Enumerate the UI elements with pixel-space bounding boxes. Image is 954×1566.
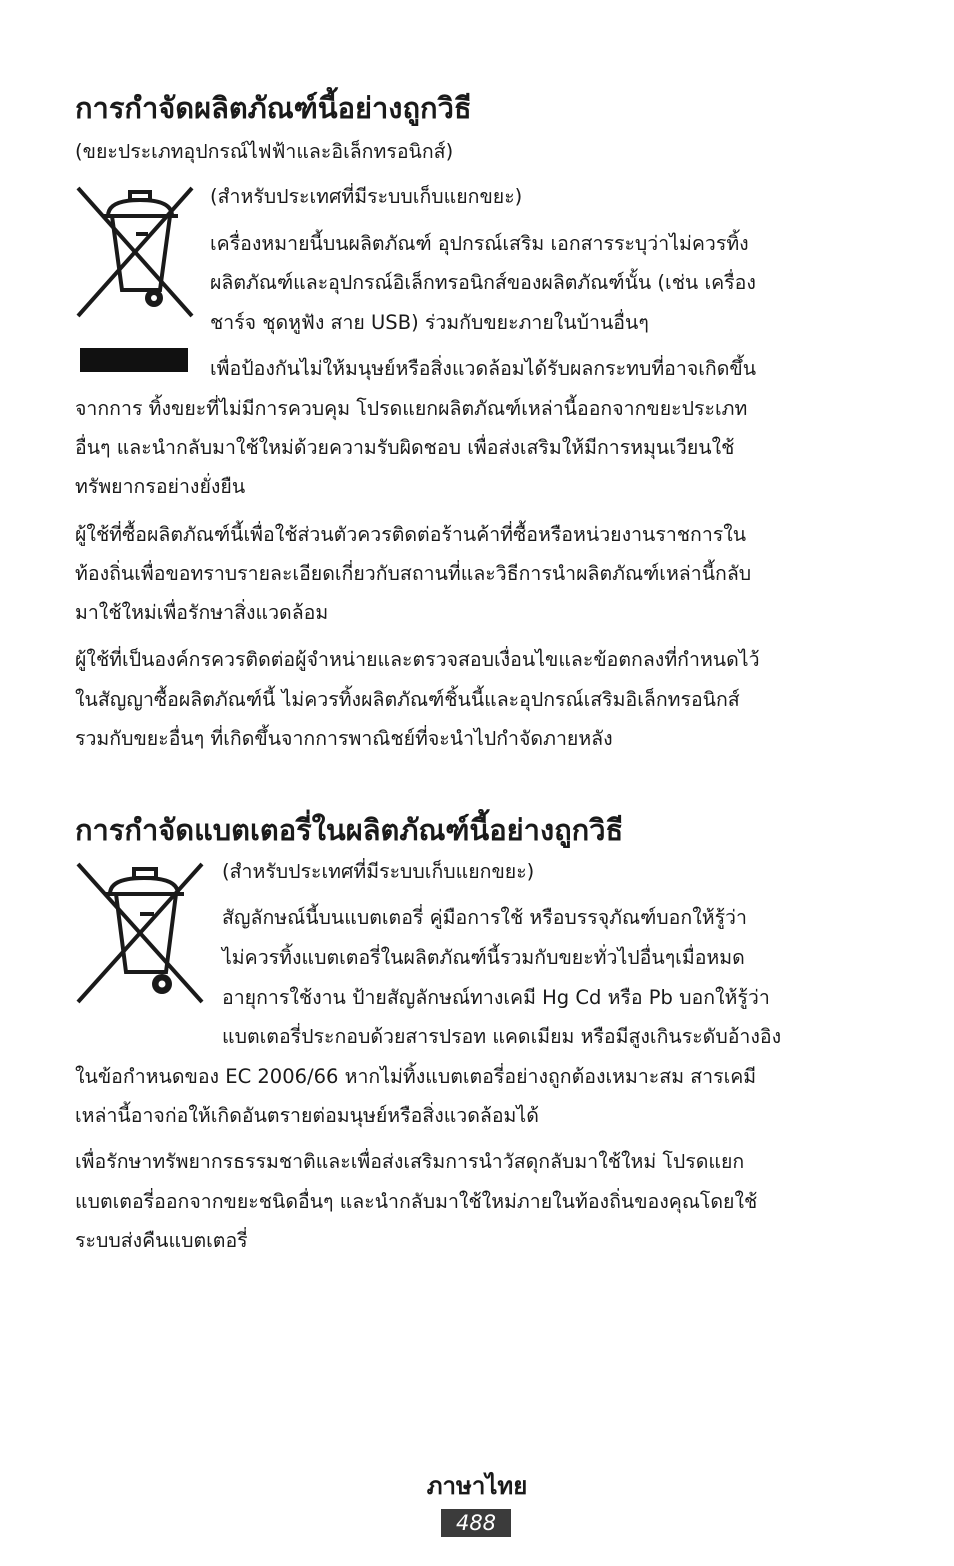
section1-line: ท้องถิ่นเพื่อขอทราบรายละเอียดเกี่ยวกับสถานที่และวิธีการนำผลิตภัณฑ์เหล่านี้กลับ <box>75 562 752 585</box>
section2-line: เพื่อรักษาทรัพยากรธรรมชาติและเพื่อส่งเสริมการนำวัสดุกลับมาใช้ใหม่ โปรดแยก <box>75 1150 745 1173</box>
section2-line: ในข้อกำหนดของ EC 2006/66 หากไม่ทิ้งแบตเตอรี่อย่างถูกต้องเหมาะสม สารเคมี <box>75 1065 757 1088</box>
section2-line: ไม่ควรทิ้งแบตเตอรี่ในผลิตภัณฑ์นี้รวมกับขยะทั่วไปอื่นๆเมื่อหมด <box>222 946 745 969</box>
section2-heading: การกำจัดแบตเตอรี่ในผลิตภัณฑ์นี้อย่างถูกวิธี <box>75 813 624 847</box>
section1-line: อื่นๆ และนำกลับมาใช้ใหม่ด้วยความรับผิดชอบ เพื่อส่งเสริมให้มีการหมุนเวียนใช้ <box>75 436 735 459</box>
page-number: 488 <box>441 1509 511 1537</box>
section1-line: ผลิตภัณฑ์และอุปกรณ์อิเล็กทรอนิกส์ของผลิตภัณฑ์นั้น (เช่น เครื่อง <box>210 271 756 294</box>
section2-line: เหล่านี้อาจก่อให้เกิดอันตรายต่อมนุษย์หรือสิ่งแวดล้อมได้ <box>75 1104 539 1127</box>
section1-heading: การกำจัดผลิตภัณฑ์นี้อย่างถูกวิธี <box>75 91 472 125</box>
section1-line: ทรัพยากรอย่างยั่งยืน <box>75 475 246 498</box>
section1-line: จากการ ทิ้งขยะที่ไม่มีการควบคุม โปรดแยกผลิตภัณฑ์เหล่านี้ออกจากขยะประเภท <box>75 397 748 420</box>
section2-line: สัญลักษณ์นี้บนแบตเตอรี่ คู่มือการใช้ หรือบรรจุภัณฑ์บอกให้รู้ว่า <box>222 906 747 929</box>
section1-line: ผู้ใช้ที่เป็นองค์กรควรติดต่อผู้จำหน่ายและตรวจสอบเงื่อนไขและข้อตกลงที่กำหนดไว้ <box>75 648 760 671</box>
battery-crossed-bin-icon <box>74 858 206 1008</box>
section1-line: ผู้ใช้ที่ซื้อผลิตภัณฑ์นี้เพื่อใช้ส่วนตัวควรติดต่อร้านค้าที่ซื้อหรือหน่วยงานราชการใน <box>75 523 747 546</box>
section1-line: มาใช้ใหม่เพื่อรักษาสิ่งแวดล้อม <box>75 601 329 624</box>
section2-line: แบตเตอรี่ประกอบด้วยสารปรอท แคดเมียม หรือมีสูงเกินระดับอ้างอิง <box>222 1025 782 1048</box>
section1-line: รวมกับขยะอื่นๆ ที่เกิดขึ้นจากการพาณิชย์ที่จะนำไปกำจัดภายหลัง <box>75 727 613 750</box>
section1-line: เพื่อป้องกันไม่ให้มนุษย์หรือสิ่งแวดล้อมได้รับผลกระทบที่อาจเกิดขึ้น <box>210 357 757 380</box>
footer-language: ภาษาไทย <box>426 1472 528 1500</box>
section2-line: ระบบส่งคืนแบตเตอรี่ <box>75 1229 248 1252</box>
section1-line: ในสัญญาซื้อผลิตภัณฑ์นี้ ไม่ควรทิ้งผลิตภัณฑ์ชิ้นนี้และอุปกรณ์เสริมอิเล็กทรอนิกส์ <box>75 688 740 711</box>
section1-line: เครื่องหมายนี้บนผลิตภัณฑ์ อุปกรณ์เสริม เอกสารระบุว่าไม่ควรทิ้ง <box>210 232 749 255</box>
section2-line: อายุการใช้งาน ป้ายสัญลักษณ์ทางเคมี Hg Cd หรือ Pb บอกให้รู้ว่า <box>222 986 770 1009</box>
section1-applies: (สำหรับประเทศที่มีระบบเก็บแยกขยะ) <box>210 185 523 208</box>
black-bar-mark <box>80 348 188 372</box>
section2-applies: (สำหรับประเทศที่มีระบบเก็บแยกขยะ) <box>222 860 535 883</box>
section2-line: แบตเตอรี่ออกจากขยะชนิดอื่นๆ และนำกลับมาใช้ใหม่ภายในท้องถิ่นของคุณโดยใช้ <box>75 1190 758 1213</box>
weee-crossed-bin-icon <box>74 182 196 322</box>
section1-line: ชาร์จ ชุดหูฟัง สาย USB) ร่วมกับขยะภายในบ้านอื่นๆ <box>210 311 649 334</box>
section1-subtitle: (ขยะประเภทอุปกรณ์ไฟฟ้าและอิเล็กทรอนิกส์) <box>75 140 454 163</box>
